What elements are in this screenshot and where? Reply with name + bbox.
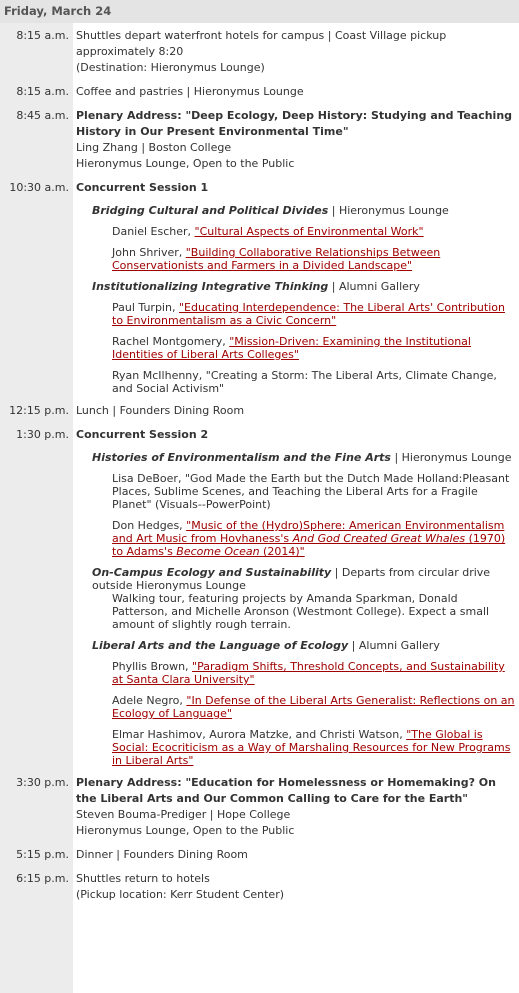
talk-link[interactable]: "Paradigm Shifts, Threshold Concepts, and Sustainability at Santa Clara University" — [112, 660, 505, 686]
talk-item: Lisa DeBoer, "God Made the Earth but the Dutch Made Holland:Pleasant Places, Sublime Scenes, and Teaching the Liberal Arts for a Fragile Planet" (Visuals--PowerPoint) — [112, 472, 510, 511]
track-location: | Alumni Gallery — [328, 280, 420, 293]
row-time: 8:45 a.m. — [16, 109, 69, 122]
schedule-row — [0, 398, 519, 419]
session-track — [92, 280, 519, 293]
schedule-row — [0, 103, 519, 172]
talk-item — [112, 660, 515, 686]
row-time: 8:15 a.m. — [16, 85, 69, 98]
talk-author: Don Hedges, — [112, 519, 187, 532]
session-track — [92, 566, 519, 592]
talk-author: Daniel Escher, — [112, 225, 195, 238]
track-title: Histories of Environmentalism and the Fine Arts — [92, 451, 391, 464]
talk-author: Phyllis Brown, — [112, 660, 193, 673]
row-content — [73, 108, 519, 172]
plenary-title: Plenary Address: "Deep Ecology, Deep History: Studying and Teaching History in Our Present Environmental Time" — [76, 109, 513, 138]
talk-link[interactable]: "Mission-Driven: Examining the Institutional Identities of Liberal Arts Colleges" — [112, 335, 471, 361]
plenary-location: Hieronymus Lounge, Open to the Public — [76, 157, 295, 170]
talk-item — [112, 728, 515, 767]
plenary-title: Plenary Address: "Education for Homelessness or Homemaking? On the Liberal Arts and Our Common Calling to Care for the Earth" — [76, 776, 496, 805]
row-subtext: (Pickup location: Kerr Student Center) — [76, 888, 285, 901]
row-time: 3:30 p.m. — [16, 776, 69, 789]
row-text: Shuttles return to hotels — [76, 872, 210, 885]
talk-item — [112, 246, 515, 272]
talk-title-part: "Music of the (Hydro)Sphere: American Environmentalism and Art Music from Hovhaness's — [112, 519, 505, 545]
row-time: 10:30 a.m. — [9, 181, 69, 194]
track-location: | Hieronymus Lounge — [328, 204, 449, 217]
schedule-row — [0, 842, 519, 863]
track-location: | Alumni Gallery — [348, 639, 440, 652]
row-content — [73, 775, 519, 839]
talk-link[interactable]: "Educating Interdependence: The Liberal Arts' Contribution to Environmentalism as a Civic Concern" — [112, 301, 505, 327]
row-time: 6:15 p.m. — [16, 872, 69, 885]
row-time: 5:15 p.m. — [16, 848, 69, 861]
row-subtext: (Destination: Hieronymus Lounge) — [76, 61, 265, 74]
row-content — [73, 427, 519, 443]
schedule-row — [0, 770, 519, 839]
talk-item — [112, 301, 515, 327]
schedule-row — [0, 422, 519, 443]
row-time: 1:30 p.m. — [16, 428, 69, 441]
row-content — [73, 180, 519, 196]
plenary-location: Hieronymus Lounge, Open to the Public — [76, 824, 295, 837]
talk-item — [112, 335, 515, 361]
session-track — [92, 204, 519, 217]
plenary-speaker: Ling Zhang | Boston College — [76, 141, 232, 154]
schedule-row — [0, 23, 519, 76]
talk-item: Ryan McIlhenny, "Creating a Storm: The Liberal Arts, Climate Change, and Social Activism" — [112, 369, 497, 395]
row-content — [73, 871, 519, 903]
talk-author: Elmar Hashimov, Aurora Matzke, and Christi Watson, — [112, 728, 407, 741]
session-track — [92, 639, 519, 652]
row-text: Shuttles depart waterfront hotels for campus | Coast Village pickup approximately 8:20 — [76, 29, 447, 58]
track-location: | Departs from circular drive outside Hieronymus Lounge — [92, 566, 491, 592]
day-header: Friday, March 24 — [0, 0, 519, 23]
talk-item — [112, 694, 515, 720]
talk-item — [112, 519, 515, 558]
schedule-row — [0, 175, 519, 196]
talk-link[interactable]: "The Global is Social: Ecocriticism as a Way of Marshaling Resources for New Programs in Liberal Arts" — [112, 728, 511, 767]
schedule-row — [0, 866, 519, 903]
talk-item — [112, 225, 515, 238]
row-time: 12:15 p.m. — [9, 404, 69, 417]
talk-link[interactable]: "In Defense of the Liberal Arts Generalist: Reflections on an Ecology of Language" — [112, 694, 515, 720]
tour-description: Walking tour, featuring projects by Amanda Sparkman, Donald Patterson, and Michelle Aronson (Westmont College). Expect a small amount of slightly rough terrain. — [112, 592, 490, 631]
talk-author: Adele Negro, — [112, 694, 187, 707]
row-content: Dinner | Founders Dining Room — [76, 848, 248, 861]
track-title: On-Campus Ecology and Sustainability — [92, 566, 332, 579]
schedule — [0, 23, 519, 903]
talk-author: Paul Turpin, — [112, 301, 179, 314]
talk-title-part: (1970) to Adams's — [112, 532, 506, 558]
schedule-row — [0, 79, 519, 100]
session-title: Concurrent Session 1 — [76, 181, 209, 194]
track-location: | Hieronymus Lounge — [390, 451, 512, 464]
talk-author: Rachel Montgomery, — [112, 335, 230, 348]
session-track — [92, 451, 519, 464]
talk-link[interactable]: "Building Collaborative Relationships Between Conservationists and Farmers in a Divided Landscape" — [112, 246, 441, 272]
row-time: 8:15 a.m. — [16, 29, 69, 42]
talk-title-italic: And God Created Great Whales — [292, 532, 466, 545]
talk-author: John Shriver, — [112, 246, 186, 259]
plenary-speaker: Steven Bouma-Prediger | Hope College — [76, 808, 291, 821]
track-title: Liberal Arts and the Language of Ecology — [92, 639, 349, 652]
row-content: Coffee and pastries | Hieronymus Lounge — [76, 85, 304, 98]
track-title: Institutionalizing Integrative Thinking — [92, 280, 329, 293]
talk-link[interactable]: "Cultural Aspects of Environmental Work" — [194, 225, 424, 238]
talk-title-part: (2014)" — [259, 545, 305, 558]
track-title: Bridging Cultural and Political Divides — [92, 204, 329, 217]
row-content — [73, 28, 519, 76]
session-title: Concurrent Session 2 — [76, 428, 209, 441]
row-content: Lunch | Founders Dining Room — [76, 404, 245, 417]
talk-title-italic: Become Ocean — [176, 545, 260, 558]
